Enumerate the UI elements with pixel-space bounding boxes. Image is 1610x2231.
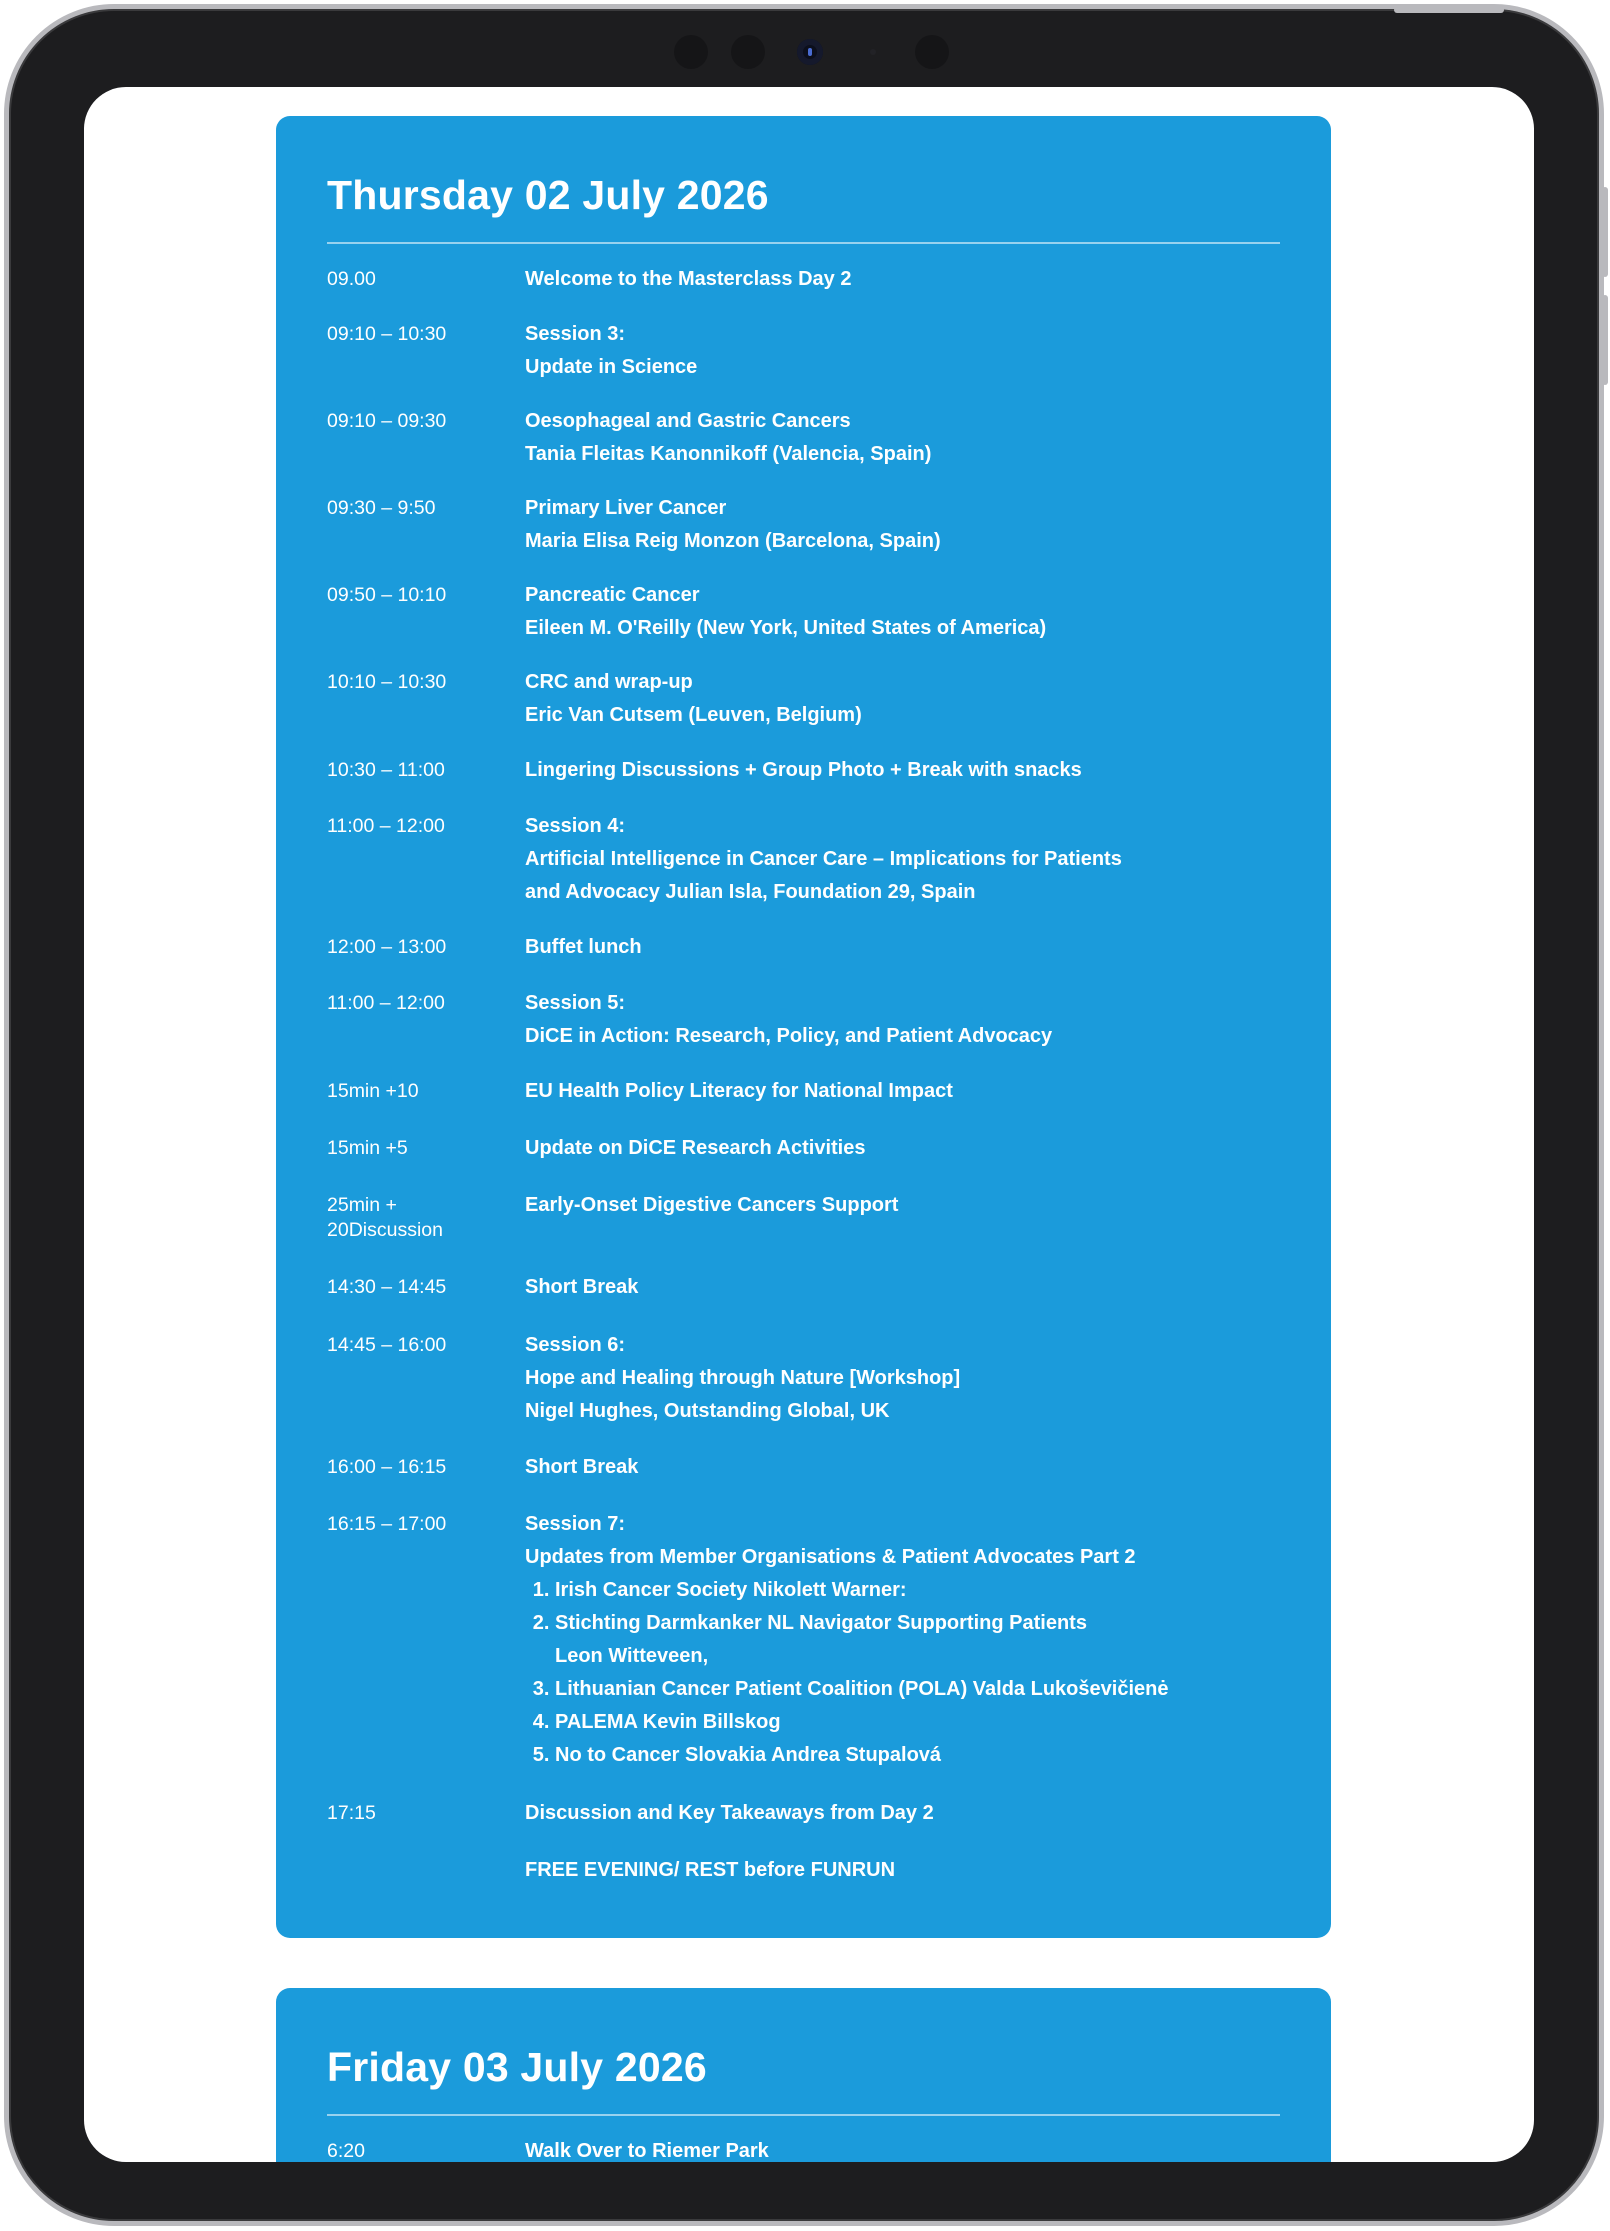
time-label: 11:00 – 12:00	[327, 992, 445, 1014]
session-subtitle: Artificial Intelligence in Cancer Care – Implications for Patients	[525, 848, 1122, 870]
session-description	[525, 1508, 1168, 1772]
time-label: 15min +5	[327, 1137, 408, 1159]
session-description	[525, 810, 1122, 909]
speaker: Nigel Hughes, Outstanding Global, UK	[525, 1400, 890, 1422]
session-subtitle: Hope and Healing through Nature [Workshop]	[525, 1367, 961, 1389]
time-label: 09:10 – 09:30	[327, 410, 447, 432]
session-description	[525, 1854, 895, 1887]
session-title: FREE EVENING/ REST before FUNRUN	[525, 1859, 896, 1881]
session-subtitle: Update in Science	[525, 356, 698, 378]
session-title: Short Break	[525, 1276, 639, 1298]
session-description	[525, 754, 1082, 787]
session-description	[525, 1797, 934, 1830]
session-title: Update on DiCE Research Activities	[525, 1137, 866, 1159]
divider	[327, 242, 1280, 244]
session-description	[525, 492, 941, 558]
session-description	[525, 1451, 638, 1484]
session-subtitle: Updates from Member Organisations & Patient Advocates Part 2	[525, 1546, 1136, 1568]
day-title: Friday 03 July 2026	[327, 2044, 707, 2090]
tablet-frame	[4, 4, 1604, 2226]
time-label: 10:10 – 10:30	[327, 671, 447, 693]
session-title: Primary Liver Cancer	[525, 497, 727, 519]
session-title: Walk Over to Riemer Park	[525, 2140, 769, 2162]
indicator-icon	[870, 49, 876, 55]
session-title: CRC and wrap-up	[525, 671, 693, 693]
speaker: Eric Van Cutsem (Leuven, Belgium)	[525, 704, 862, 726]
time-label: 09:30 – 9:50	[327, 497, 436, 519]
session-description	[525, 987, 1052, 1053]
session-description	[525, 1132, 865, 1165]
time-label: 25min + 20Discussion	[327, 1194, 443, 1241]
speaker-list	[525, 1574, 1168, 1772]
session-description	[525, 1075, 953, 1108]
session-description	[525, 1271, 638, 1304]
sensor-icon	[731, 35, 765, 69]
time-label: 6:20	[327, 2140, 365, 2162]
time-label: 09:50 – 10:10	[327, 584, 447, 606]
time-label: 12:00 – 13:00	[327, 936, 447, 958]
session-title: Oesophageal and Gastric Cancers	[525, 410, 851, 432]
list-item: 2. Stichting Darmkanker NL Navigator Supporting Patients Leon Witteveen,	[555, 1607, 1168, 1673]
screen[interactable]	[84, 87, 1534, 2162]
session-title: Lingering Discussions + Group Photo + Break with snacks	[525, 759, 1082, 781]
list-item: 3. Lithuanian Cancer Patient Coalition (POLA) Valda Lukoševičienė	[555, 1673, 1168, 1706]
time-label: 09:10 – 10:30	[327, 323, 447, 345]
volume-down-button	[1602, 295, 1608, 385]
time-label: 15min +10	[327, 1080, 419, 1102]
day-title: Thursday 02 July 2026	[327, 172, 769, 218]
time-label: 11:00 – 12:00	[327, 815, 445, 837]
session-title: Session 3:	[525, 323, 626, 345]
session-subtitle: and Advocacy Julian Isla, Foundation 29, Spain	[525, 881, 976, 903]
session-description	[525, 666, 862, 732]
volume-up-button	[1602, 187, 1608, 277]
session-description	[525, 1189, 898, 1222]
session-description	[525, 579, 1046, 645]
time-label: 16:15 – 17:00	[327, 1513, 447, 1535]
session-subtitle: DiCE in Action: Research, Policy, and Patient Advocacy	[525, 1025, 1053, 1047]
sensor-icon	[674, 35, 708, 69]
session-description	[525, 931, 642, 964]
session-title: Pancreatic Cancer	[525, 584, 700, 606]
session-description	[525, 2135, 769, 2162]
list-item: 5. No to Cancer Slovakia Andrea Stupalová	[555, 1739, 1168, 1772]
session-title: Session 7:	[525, 1513, 626, 1535]
session-title: EU Health Policy Literacy for National Impact	[525, 1080, 953, 1102]
camera-bar	[669, 31, 949, 71]
divider	[327, 2114, 1280, 2116]
session-title: Welcome to the Masterclass Day 2	[525, 268, 852, 290]
power-button	[1394, 7, 1504, 13]
speaker: Maria Elisa Reig Monzon (Barcelona, Spain)	[525, 530, 941, 552]
time-label: 09.00	[327, 268, 376, 290]
session-description	[525, 263, 851, 296]
sensor-icon	[915, 35, 949, 69]
session-title: Short Break	[525, 1456, 639, 1478]
time-label: 10:30 – 11:00	[327, 759, 445, 781]
session-description	[525, 1329, 960, 1428]
time-label: 16:00 – 16:15	[327, 1456, 447, 1478]
time-label: 17:15	[327, 1802, 376, 1824]
time-label: 14:30 – 14:45	[327, 1276, 447, 1298]
session-description	[525, 405, 931, 471]
session-title: Early-Onset Digestive Cancers Support	[525, 1194, 899, 1216]
session-title: Buffet lunch	[525, 936, 642, 958]
camera-icon	[797, 39, 823, 65]
session-title: Discussion and Key Takeaways from Day 2	[525, 1802, 934, 1824]
list-item: 4. PALEMA Kevin Billskog	[555, 1706, 1168, 1739]
session-title: Session 6:	[525, 1334, 626, 1356]
list-item: 1. Irish Cancer Society Nikolett Warner:	[555, 1574, 1168, 1607]
speaker: Tania Fleitas Kanonnikoff (Valencia, Spain)	[525, 443, 932, 465]
schedule-card-thursday	[276, 116, 1331, 1938]
session-title: Session 5:	[525, 992, 626, 1014]
schedule-card-friday	[276, 1988, 1331, 2162]
session-title: Session 4:	[525, 815, 626, 837]
session-description	[525, 318, 697, 384]
time-label: 14:45 – 16:00	[327, 1334, 447, 1356]
speaker: Eileen M. O'Reilly (New York, United States of America)	[525, 617, 1047, 639]
